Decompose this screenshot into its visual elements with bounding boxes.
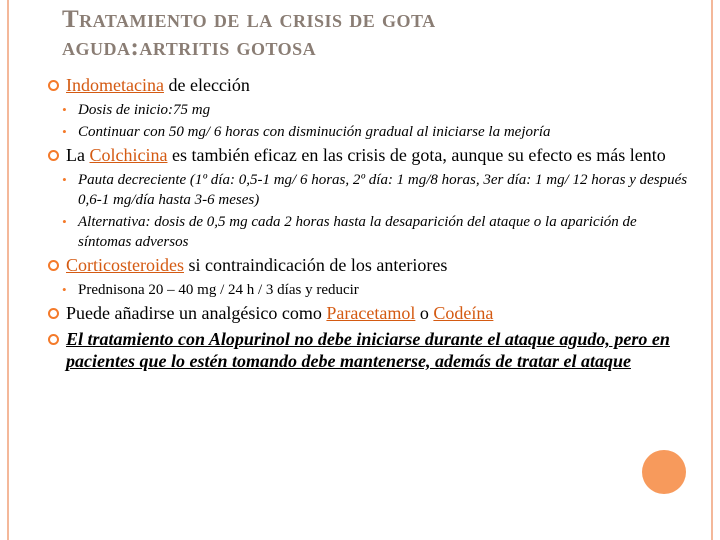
bullet-circle-icon bbox=[48, 334, 59, 345]
bullet-item bbox=[48, 302, 688, 324]
sub-bullet-item bbox=[48, 170, 688, 210]
title-line-1: Tratamiento de la crisis de gota bbox=[62, 6, 436, 33]
bullet-item bbox=[48, 144, 688, 166]
bullet-item bbox=[48, 328, 688, 372]
bullet-text: de elección bbox=[163, 75, 250, 95]
decorative-circle bbox=[642, 450, 686, 494]
bullet-item bbox=[48, 74, 688, 96]
sub-bullet-dot-icon: • bbox=[62, 124, 67, 139]
bullet-circle-icon bbox=[48, 150, 59, 161]
bullet-text: La bbox=[66, 145, 90, 165]
drug-link[interactable]: Corticosteroides bbox=[66, 255, 184, 275]
slide-body bbox=[48, 74, 688, 376]
sub-bullet-text: Dosis de inicio:75 mg bbox=[78, 102, 211, 118]
emphasis-text: El tratamiento con Alopurinol no debe iniciarse durante el ataque agudo, pero en pacientes que lo estén tomando debe mantenerse, además de tratar el ataque bbox=[66, 329, 670, 371]
sub-bullet-text: Continuar con 50 mg/ 6 horas con disminución gradual al iniciarse la mejoría bbox=[78, 124, 551, 140]
sub-bullet-text: Pauta decreciente (1º día: 0,5-1 mg/ 6 horas, 2º día: 1 mg/8 horas, 3er día: 1 mg/ 12 horas y después 0,6-1 mg/día hasta 3-6 meses) bbox=[78, 172, 688, 208]
drug-link[interactable]: Indometacina bbox=[66, 75, 164, 95]
sub-bullet-dot-icon: • bbox=[62, 102, 67, 117]
title-line-2: aguda:artritis gotosa bbox=[62, 34, 317, 61]
sub-bullet-dot-icon: • bbox=[62, 282, 67, 297]
drug-link[interactable]: Codeína bbox=[433, 303, 494, 323]
sub-bullet-item bbox=[48, 212, 688, 252]
drug-link[interactable]: Paracetamol bbox=[326, 303, 416, 323]
drug-link[interactable]: Colchicina bbox=[89, 145, 168, 165]
sub-bullet-dot-icon: • bbox=[62, 172, 67, 187]
sub-bullet-item bbox=[48, 122, 688, 142]
bullet-item bbox=[48, 254, 688, 276]
frame-right-line bbox=[711, 0, 713, 540]
sub-bullet-text: Alternativa: dosis de 0,5 mg cada 2 horas hasta la desaparición del ataque o la aparición de síntomas adversos bbox=[78, 214, 637, 250]
sub-bullet-item bbox=[48, 100, 688, 120]
sub-bullet-text: Prednisona 20 – 40 mg / 24 h / 3 días y reducir bbox=[78, 282, 359, 298]
sub-bullet-item bbox=[48, 280, 688, 300]
bullet-circle-icon bbox=[48, 260, 59, 271]
bullet-text: Puede añadirse un analgésico como bbox=[66, 303, 327, 323]
sub-bullet-dot-icon: • bbox=[62, 214, 67, 229]
bullet-text: si contraindicación de los anteriores bbox=[183, 255, 448, 275]
slide-title bbox=[62, 6, 682, 62]
frame-left-line bbox=[7, 0, 9, 540]
bullet-circle-icon bbox=[48, 80, 59, 91]
bullet-text: o bbox=[415, 303, 434, 323]
bullet-circle-icon bbox=[48, 308, 59, 319]
bullet-text: es también eficaz en las crisis de gota, aunque su efecto es más lento bbox=[167, 145, 666, 165]
